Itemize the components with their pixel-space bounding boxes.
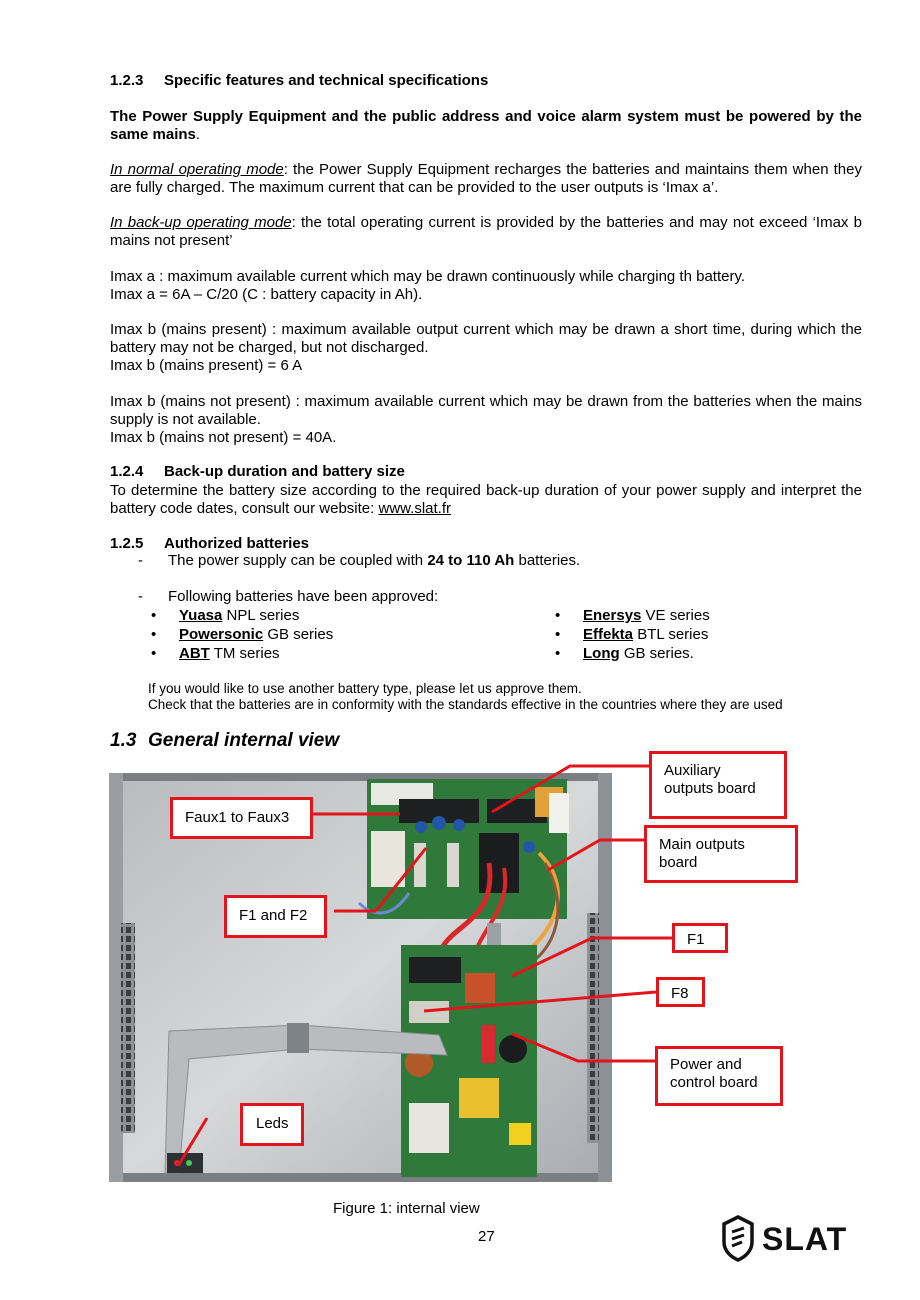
battery-series: GB series. — [619, 645, 694, 662]
approved-dash-item: - Following batteries have been approved: — [138, 588, 439, 605]
leader-aux — [492, 766, 650, 812]
callout-main-outputs: Main outputs board — [644, 825, 798, 883]
callout-power-control: Power and control board — [655, 1046, 783, 1106]
backup-mode-label: In back-up operating mode — [110, 214, 292, 231]
section-number: 1.2.4 — [110, 463, 144, 480]
battery-brand: Long — [583, 645, 620, 662]
section-title: Authorized batteries — [164, 535, 310, 552]
imax-b-present-value: Imax b (mains present) = 6 A — [110, 357, 303, 374]
battery-brand: Powersonic — [179, 626, 264, 643]
section-title: Specific features and technical specifications — [164, 72, 489, 89]
callout-faux: Faux1 to Faux3 — [170, 797, 313, 839]
leader-f8 — [424, 992, 656, 1011]
battery-brand: Enersys — [583, 607, 642, 624]
leader-leds — [178, 1118, 207, 1166]
leader-main — [548, 840, 645, 870]
battery-brand: ABT — [179, 645, 210, 662]
backup-mode-text: : the total operating current is provided by the batteries and may not exceed ‘Imax b mains not present’ — [110, 214, 862, 249]
capacity-text-post: batteries. — [514, 552, 581, 569]
note-conformity: Check that the batteries are in conformity with the standards effective in the countries where they are used — [148, 697, 783, 712]
section-number: 1.3 — [110, 730, 137, 751]
battery-brand: Yuasa — [179, 607, 223, 624]
normal-mode-label: In normal operating mode — [110, 161, 284, 178]
battery-series: TM series — [209, 645, 280, 662]
battery-series: VE series — [641, 607, 710, 624]
imax-a-line2: Imax a = 6A – C/20 (C : battery capacity in Ah). — [110, 286, 423, 303]
capacity-text-pre: The power supply can be coupled with — [168, 552, 428, 569]
section-number: 1.2.5 — [110, 535, 144, 552]
normal-mode-text: : the Power Supply Equipment recharges the batteries and maintains them when they are fully charged. The maximum current that can be provided to the user outputs is ‘Imax a’. — [110, 161, 862, 196]
callout-leds: Leds — [240, 1103, 304, 1146]
battery-brand: Effekta — [583, 626, 634, 643]
battery-series: BTL series — [633, 626, 709, 643]
callout-f1-f2: F1 and F2 — [224, 895, 327, 938]
bold-notice-text: The Power Supply Equipment and the public address and voice alarm system must be powered by the same mains — [110, 108, 862, 143]
page-number: 27 — [478, 1228, 495, 1245]
imax-b-present-text: Imax b (mains present) : maximum available output current which may be drawn a short time, during which the battery may not be charged, but not discharged. — [110, 321, 862, 356]
note-approval: If you would like to use another battery type, please let us approve them. — [148, 681, 582, 696]
battery-series: GB series — [263, 626, 334, 643]
leader-f1 — [512, 938, 672, 976]
bold-notice-end: . — [195, 126, 201, 143]
section-number: 1.2.3 — [110, 72, 144, 89]
slat-logo — [722, 1214, 858, 1262]
imax-b-not-present-value: Imax b (mains not present) = 40A. — [110, 429, 337, 446]
leader-f1f2-b — [376, 848, 426, 911]
approved-text: Following batteries have been approved: — [168, 588, 439, 605]
callout-f8: F8 — [656, 977, 705, 1007]
callout-f1: F1 — [672, 923, 728, 953]
capacity-range: 24 to 110 Ah — [427, 552, 515, 569]
section-title: General internal view — [148, 730, 340, 751]
imax-a-line1: Imax a : maximum available current which may be drawn continuously while charging th battery. — [110, 268, 746, 285]
section-title: Back-up duration and battery size — [164, 463, 405, 480]
leader-power — [512, 1034, 656, 1061]
imax-b-not-present-text: Imax b (mains not present) : maximum available current which may be drawn from the batteries when the mains supply is not available. — [110, 393, 862, 428]
capacity-dash-item: - The power supply can be coupled with 24 to 110 Ah batteries. — [138, 552, 581, 569]
shield-icon — [724, 1217, 752, 1260]
website-link[interactable]: www.slat.fr — [378, 500, 451, 517]
logo-wordmark: SLAT — [762, 1221, 848, 1257]
callout-auxiliary-outputs: Auxiliary outputs board — [649, 751, 787, 819]
battery-size-text: To determine the battery size according to the required back-up duration of your power supply and interpret the battery code dates, consult our website: — [110, 482, 862, 517]
battery-series: NPL series — [222, 607, 300, 624]
figure-caption: Figure 1: internal view — [333, 1200, 480, 1217]
